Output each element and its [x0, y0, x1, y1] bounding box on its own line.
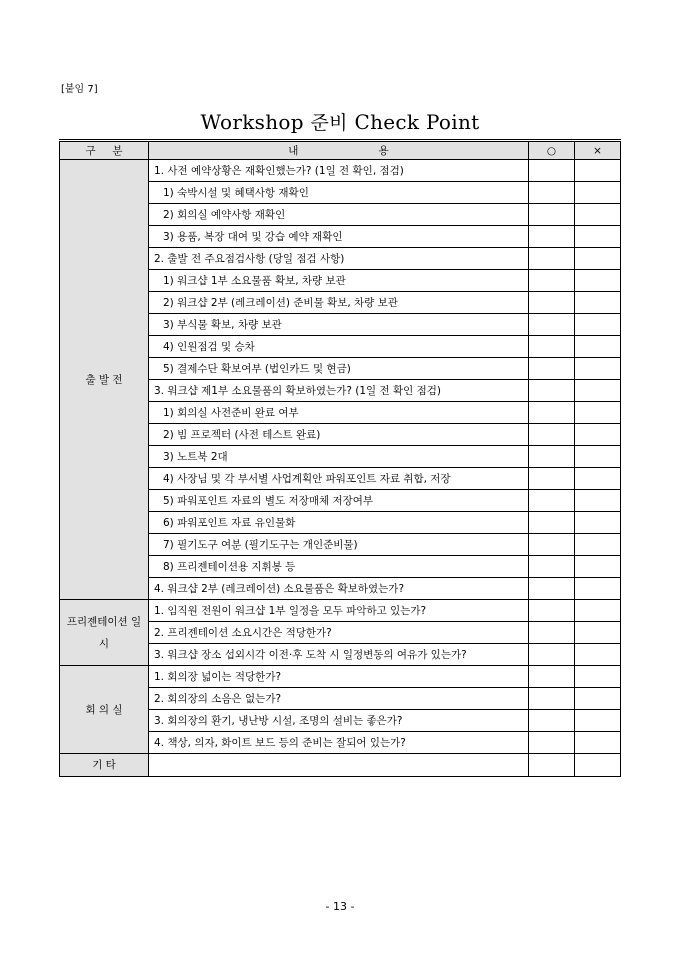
- check-o-cell[interactable]: [529, 204, 575, 226]
- checklist-subitem: 2) 회의실 예약사항 재확인: [149, 204, 529, 226]
- checklist-item: 2. 프리젠테이션 소요시간은 적당한가?: [149, 622, 529, 644]
- check-x-cell[interactable]: [575, 578, 621, 600]
- check-o-cell[interactable]: [529, 292, 575, 314]
- checklist-subitem: 6) 파워포인트 자료 유인물화: [149, 512, 529, 534]
- check-x-cell[interactable]: [575, 226, 621, 248]
- checklist-item: 1. 사전 예약상황은 재확인했는가? (1일 전 확인, 점검): [149, 160, 529, 182]
- category-cell: 회 의 실: [60, 666, 149, 754]
- check-x-cell[interactable]: [575, 182, 621, 204]
- check-o-cell[interactable]: [529, 512, 575, 534]
- check-x-cell[interactable]: [575, 270, 621, 292]
- check-o-cell[interactable]: [529, 182, 575, 204]
- check-o-cell[interactable]: [529, 270, 575, 292]
- check-x-cell[interactable]: [575, 600, 621, 622]
- checklist-item: 4. 워크샵 2부 (레크레이션) 소요물품은 확보하였는가?: [149, 578, 529, 600]
- checklist-subitem: 7) 필기도구 여분 (필기도구는 개인준비물): [149, 534, 529, 556]
- check-o-cell[interactable]: [529, 600, 575, 622]
- checklist-subitem: 4) 사장님 및 각 부서별 사업계획안 파워포인트 자료 취합, 저장: [149, 468, 529, 490]
- check-x-cell[interactable]: [575, 754, 621, 777]
- checklist-subitem: 4) 인원점검 및 승차: [149, 336, 529, 358]
- check-o-cell[interactable]: [529, 160, 575, 182]
- checklist-subitem: 5) 파워포인트 자료의 별도 저장매체 저장여부: [149, 490, 529, 512]
- table-row: [60, 754, 621, 777]
- check-x-cell[interactable]: [575, 336, 621, 358]
- checklist-item: 1. 회의장 넓이는 적당한가?: [149, 666, 529, 688]
- check-o-cell[interactable]: [529, 424, 575, 446]
- check-o-cell[interactable]: [529, 468, 575, 490]
- check-o-cell[interactable]: [529, 226, 575, 248]
- checklist-item: [149, 754, 529, 777]
- check-o-cell[interactable]: [529, 710, 575, 732]
- checklist-subitem: 1) 워크샵 1부 소요물품 확보, 차량 보관: [149, 270, 529, 292]
- check-o-cell[interactable]: [529, 358, 575, 380]
- page-number: - 13 -: [325, 900, 355, 913]
- checklist-subitem: 2) 빔 프로젝터 (사전 테스트 완료): [149, 424, 529, 446]
- checklist-subitem: 5) 결제수단 확보여부 (법인카드 및 현금): [149, 358, 529, 380]
- checklist-subitem: 3) 노트북 2대: [149, 446, 529, 468]
- check-o-cell[interactable]: [529, 248, 575, 270]
- check-x-cell[interactable]: [575, 688, 621, 710]
- check-o-cell[interactable]: [529, 402, 575, 424]
- check-x-cell[interactable]: [575, 204, 621, 226]
- checklist-subitem: 2) 워크샵 2부 (레크레이션) 준비물 확보, 차량 보관: [149, 292, 529, 314]
- check-o-cell[interactable]: [529, 688, 575, 710]
- checklist-table: [59, 139, 621, 777]
- check-x-cell[interactable]: [575, 710, 621, 732]
- check-o-cell[interactable]: [529, 644, 575, 666]
- check-x-cell[interactable]: [575, 160, 621, 182]
- check-x-cell[interactable]: [575, 292, 621, 314]
- checklist-subitem: 1) 숙박시설 및 혜택사항 재확인: [149, 182, 529, 204]
- table-header-row: [60, 141, 621, 160]
- checklist-item: 3. 워크샵 장소 섭외시각 이전·후 도착 시 일정변동의 여유가 있는가?: [149, 644, 529, 666]
- checklist-subitem: 3) 용품, 복장 대여 및 강습 예약 재확인: [149, 226, 529, 248]
- check-x-cell[interactable]: [575, 534, 621, 556]
- header-category: 구 분: [60, 141, 149, 160]
- check-o-cell[interactable]: [529, 578, 575, 600]
- title-part-3: Check Point: [354, 110, 480, 134]
- checklist-subitem: 1) 회의실 사전준비 완료 여부: [149, 402, 529, 424]
- header-x: ×: [575, 141, 621, 160]
- check-o-cell[interactable]: [529, 380, 575, 402]
- check-x-cell[interactable]: [575, 644, 621, 666]
- table-row: [60, 160, 621, 182]
- checklist-subitem: 8) 프리젠테이션용 지휘봉 등: [149, 556, 529, 578]
- table-row: [60, 666, 621, 688]
- check-x-cell[interactable]: [575, 380, 621, 402]
- check-o-cell[interactable]: [529, 446, 575, 468]
- title-part-2: 준비: [310, 112, 348, 134]
- check-x-cell[interactable]: [575, 556, 621, 578]
- check-o-cell[interactable]: [529, 490, 575, 512]
- category-cell: 출 발 전: [60, 160, 149, 600]
- check-o-cell[interactable]: [529, 754, 575, 777]
- check-x-cell[interactable]: [575, 666, 621, 688]
- title-part-1: Workshop: [200, 110, 304, 134]
- checklist-subitem: 3) 부식물 확보, 차량 보관: [149, 314, 529, 336]
- table-row: [60, 600, 621, 622]
- checklist-item: 3. 워크샵 제1부 소요물품의 확보하였는가? (1일 전 확인 점검): [149, 380, 529, 402]
- check-o-cell[interactable]: [529, 336, 575, 358]
- check-o-cell[interactable]: [529, 666, 575, 688]
- checklist-item: 2. 회의장의 소음은 없는가?: [149, 688, 529, 710]
- check-o-cell[interactable]: [529, 732, 575, 754]
- attachment-label: [붙임 7]: [61, 84, 98, 95]
- check-x-cell[interactable]: [575, 732, 621, 754]
- checklist-item: 2. 출발 전 주요점검사항 (당일 점검 사항): [149, 248, 529, 270]
- check-x-cell[interactable]: [575, 512, 621, 534]
- header-o: ○: [529, 141, 575, 160]
- check-x-cell[interactable]: [575, 468, 621, 490]
- check-o-cell[interactable]: [529, 314, 575, 336]
- check-x-cell[interactable]: [575, 402, 621, 424]
- checklist-item: 3. 회의장의 환기, 냉난방 시설, 조명의 설비는 좋은가?: [149, 710, 529, 732]
- checklist-item: 1. 임직원 전원이 워크샵 1부 일정을 모두 파악하고 있는가?: [149, 600, 529, 622]
- header-content: 내 용: [149, 141, 529, 160]
- check-x-cell[interactable]: [575, 358, 621, 380]
- check-o-cell[interactable]: [529, 622, 575, 644]
- check-x-cell[interactable]: [575, 622, 621, 644]
- check-o-cell[interactable]: [529, 534, 575, 556]
- checklist-item: 4. 책상, 의자, 화이트 보드 등의 준비는 잘되어 있는가?: [149, 732, 529, 754]
- check-o-cell[interactable]: [529, 556, 575, 578]
- check-x-cell[interactable]: [575, 248, 621, 270]
- check-x-cell[interactable]: [575, 490, 621, 512]
- document-title: [0, 108, 680, 135]
- category-cell: 프리젠테이션 일 시: [60, 600, 149, 666]
- category-cell: 기 타: [60, 754, 149, 777]
- check-x-cell[interactable]: [575, 446, 621, 468]
- check-x-cell[interactable]: [575, 424, 621, 446]
- check-x-cell[interactable]: [575, 314, 621, 336]
